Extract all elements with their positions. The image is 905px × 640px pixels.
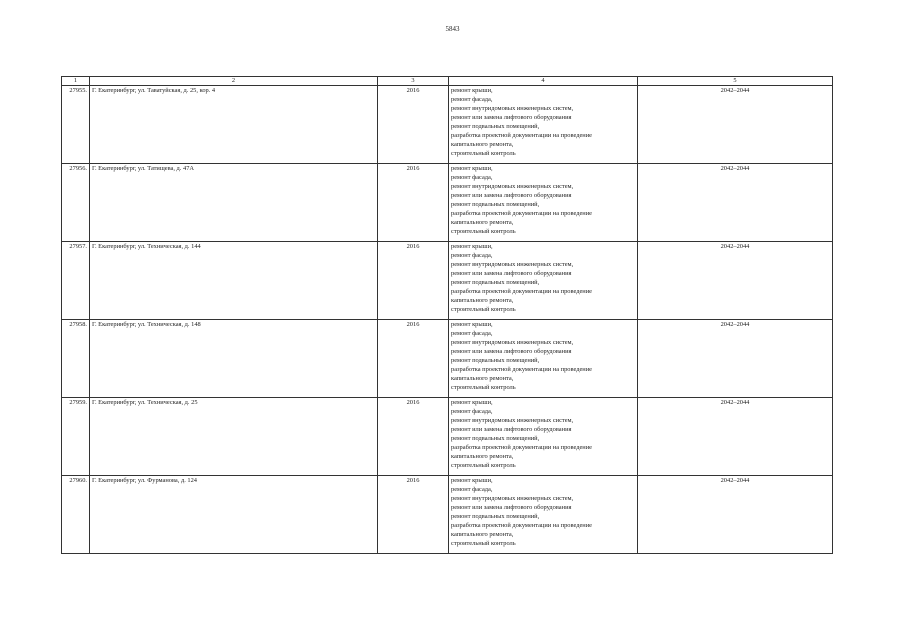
work-item: ремонт крыши, [451,87,493,94]
works-cell [449,164,638,242]
work-item: ремонт или замена лифтового оборудования [451,114,572,121]
work-item: разработка проектной документации на проведение [451,132,592,139]
work-item: капитального ремонта, [451,141,514,148]
work-item: разработка проектной документации на проведение [451,444,592,451]
period-cell: 2042–2044 [638,320,833,398]
work-item: ремонт фасада, [451,96,493,103]
year-cell: 2016 [378,86,449,164]
work-item: ремонт внутридомовых инженерных систем, [451,261,574,268]
year-cell: 2016 [378,242,449,320]
period-cell: 2042–2044 [638,86,833,164]
period-cell: 2042–2044 [638,476,833,554]
work-item: ремонт фасада, [451,330,493,337]
column-header: 1 [62,77,90,86]
address-cell: Г. Екатеринбург, ул. Фурманова, д. 124 [90,476,378,554]
work-item: ремонт подвальных помещений, [451,513,540,520]
work-item: строительный контроль [451,384,516,391]
work-item: ремонт или замена лифтового оборудования [451,504,572,511]
work-item: ремонт или замена лифтового оборудования [451,270,572,277]
works-cell [449,86,638,164]
table-row [62,86,833,164]
work-item: ремонт фасада, [451,252,493,259]
work-item: капитального ремонта, [451,531,514,538]
table-row [62,398,833,476]
work-item: ремонт подвальных помещений, [451,357,540,364]
table-row [62,242,833,320]
table-row [62,320,833,398]
work-item: капитального ремонта, [451,453,514,460]
table-body [62,86,833,554]
work-item: ремонт крыши, [451,321,493,328]
year-cell: 2016 [378,320,449,398]
table-row [62,476,833,554]
work-item: строительный контроль [451,150,516,157]
period-cell: 2042–2044 [638,242,833,320]
work-item: капитального ремонта, [451,375,514,382]
work-item: разработка проектной документации на проведение [451,522,592,529]
address-cell: Г. Екатеринбург, ул. Техническая, д. 144 [90,242,378,320]
work-item: ремонт крыши, [451,477,493,484]
period-cell: 2042–2044 [638,164,833,242]
work-item: ремонт подвальных помещений, [451,123,540,130]
column-header: 2 [90,77,378,86]
work-item: ремонт фасада, [451,174,493,181]
work-item: ремонт внутридомовых инженерных систем, [451,495,574,502]
work-item: ремонт подвальных помещений, [451,435,540,442]
row-number: 27960. [62,476,90,554]
row-number: 27959. [62,398,90,476]
work-item: разработка проектной документации на проведение [451,210,592,217]
work-item: капитального ремонта, [451,219,514,226]
year-cell: 2016 [378,476,449,554]
work-item: ремонт крыши, [451,165,493,172]
year-cell: 2016 [378,398,449,476]
work-item: строительный контроль [451,228,516,235]
row-number: 27955. [62,86,90,164]
work-item: ремонт внутридомовых инженерных систем, [451,183,574,190]
table-header-row [62,77,833,86]
work-item: ремонт подвальных помещений, [451,279,540,286]
works-cell [449,320,638,398]
work-item: ремонт внутридомовых инженерных систем, [451,339,574,346]
address-cell: Г. Екатеринбург, ул. Техническая, д. 148 [90,320,378,398]
row-number: 27958. [62,320,90,398]
work-item: разработка проектной документации на проведение [451,366,592,373]
work-item: ремонт крыши, [451,399,493,406]
year-cell: 2016 [378,164,449,242]
work-item: ремонт подвальных помещений, [451,201,540,208]
work-item: ремонт или замена лифтового оборудования [451,192,572,199]
works-cell [449,476,638,554]
work-item: ремонт фасада, [451,486,493,493]
period-cell: 2042–2044 [638,398,833,476]
work-item: строительный контроль [451,540,516,547]
work-item: ремонт фасада, [451,408,493,415]
work-item: строительный контроль [451,462,516,469]
work-item: разработка проектной документации на проведение [451,288,592,295]
work-item: ремонт или замена лифтового оборудования [451,426,572,433]
column-header: 4 [449,77,638,86]
work-item: капитального ремонта, [451,297,514,304]
work-item: строительный контроль [451,306,516,313]
registry-table [61,76,833,554]
works-cell [449,398,638,476]
page-number: 5843 [445,25,460,33]
row-number: 27957. [62,242,90,320]
column-header: 5 [638,77,833,86]
work-item: ремонт внутридомовых инженерных систем, [451,417,574,424]
address-cell: Г. Екатеринбург, ул. Татищева, д. 47А [90,164,378,242]
address-cell: Г. Екатеринбург, ул. Техническая, д. 25 [90,398,378,476]
work-item: ремонт крыши, [451,243,493,250]
table-row [62,164,833,242]
works-cell [449,242,638,320]
address-cell: Г. Екатеринбург, ул. Таватуйская, д. 25, кор. 4 [90,86,378,164]
work-item: ремонт или замена лифтового оборудования [451,348,572,355]
work-item: ремонт внутридомовых инженерных систем, [451,105,574,112]
row-number: 27956. [62,164,90,242]
column-header: 3 [378,77,449,86]
